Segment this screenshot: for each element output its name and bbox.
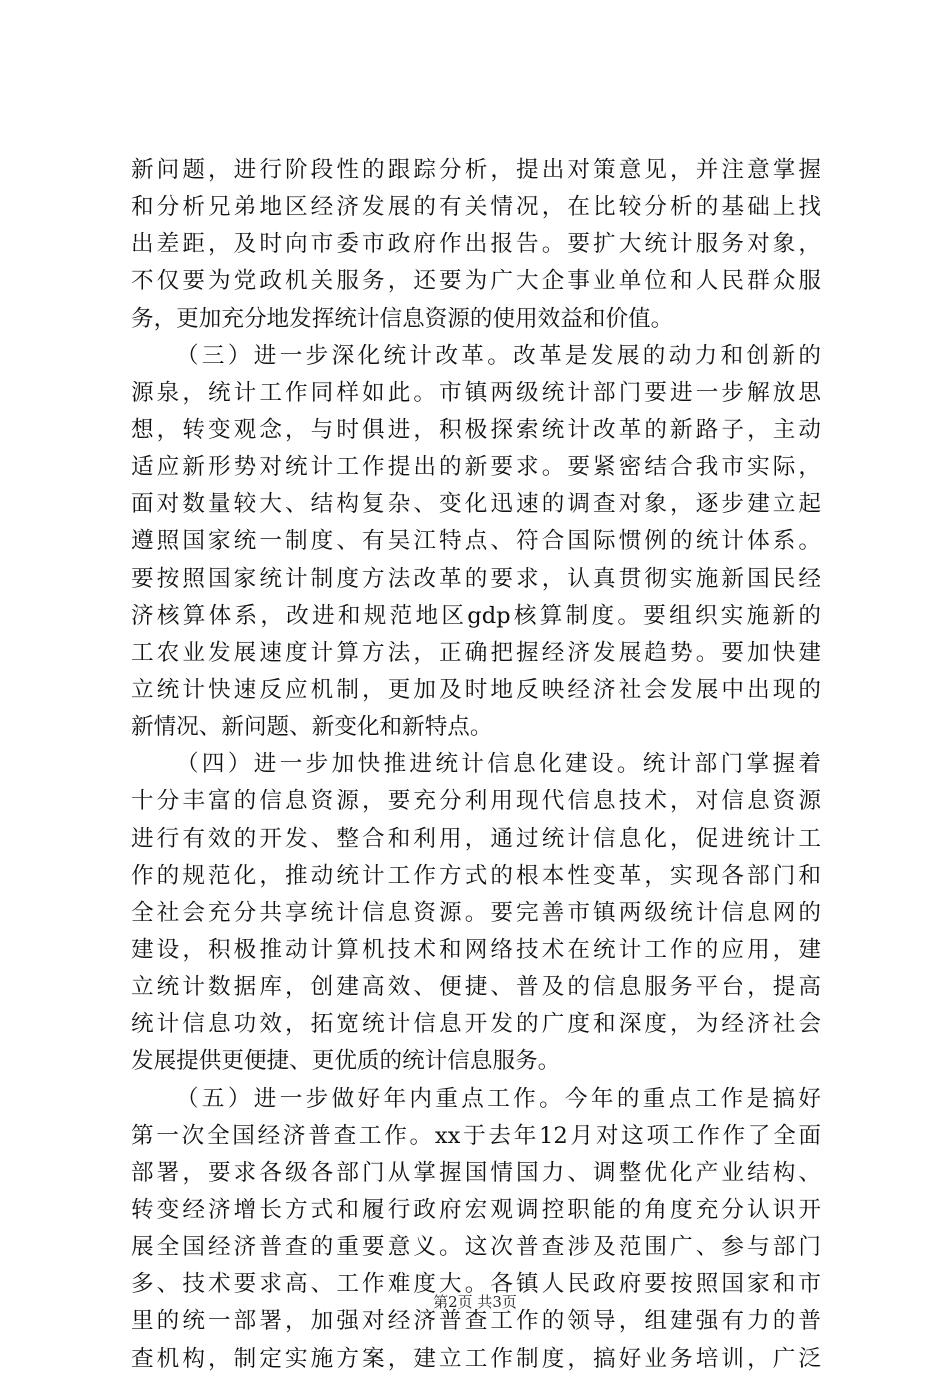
text-line: 第一次全国经济普查工作。xx于去年12月对这项工作作了全面 [131,1122,821,1149]
text-line: 要按照国家统计制度方法改革的要求，认真贯彻实施新国民经 [131,565,821,592]
text-line: 不仅要为党政机关服务，还要为广大企事业单位和人民群众服 [131,268,821,295]
text-line: 新问题，进行阶段性的跟踪分析，提出对策意见，并注意掌握 [131,157,821,183]
text-line: 进行有效的开发、整合和利用，通过统计信息化，促进统计工 [131,825,821,852]
text-line: 统计信息功效，拓宽统计信息开发的广度和深度，为经济社会 [131,1011,821,1038]
text-line: 部署，要求各级各部门从掌握国情国力、调整优化产业结构、 [131,1159,821,1186]
text-line: 想，转变观念，与时俱进，积极探索统计改革的新路子，主动 [131,416,821,443]
text-line: 适应新形势对统计工作提出的新要求。要紧密结合我市实际， [131,454,821,481]
paragraph-start-line: （四）进一步加快推进统计信息化建设。统计部门掌握着 [176,751,821,778]
text-line: 里的统一部署，加强对经济普查工作的领导，组建强有力的普 [131,1308,821,1335]
text-line: 和分析兄弟地区经济发展的有关情况，在比较分析的基础上找 [131,194,821,221]
text-line: 展全国经济普查的重要意义。这次普查涉及范围广、参与部门 [131,1234,821,1261]
text-line: 面对数量较大、结构复杂、变化迅速的调查对象，逐步建立起 [131,491,821,518]
text-line: 发展提供更便捷、更优质的统计信息服务。 [131,1048,561,1075]
text-line: 立统计快速反应机制，更加及时地反映经济社会发展中出现的 [131,676,821,703]
page-footer [0,1292,950,1312]
text-line: 查机构，制定实施方案，建立工作制度，搞好业务培训，广泛 [131,1345,821,1372]
text-line: 转变经济增长方式和履行政府宏观调控职能的角度充分认识开 [131,1196,821,1223]
body-text [131,152,821,1378]
paragraph-start-line: （五）进一步做好年内重点工作。今年的重点工作是搞好 [176,1085,821,1112]
text-line: 出差距，及时向市委市政府作出报告。要扩大统计服务对象， [131,231,821,258]
text-line: 十分丰富的信息资源，要充分利用现代信息技术，对信息资源 [131,788,821,815]
text-line: 源泉，统计工作同样如此。市镇两级统计部门要进一步解放思 [131,379,821,406]
paragraph-start-line: （三）进一步深化统计改革。改革是发展的动力和创新的 [176,342,821,369]
text-line: 济核算体系，改进和规范地区gdp核算制度。要组织实施新的 [131,602,821,629]
page-number: 第2页 共3页 [433,1293,517,1311]
text-line: 作的规范化，推动统计工作方式的根本性变革，实现各部门和 [131,862,821,889]
text-line: 务，更加充分地发挥统计信息资源的使用效益和价值。 [131,305,674,332]
text-line: 新情况、新问题、新变化和新特点。 [131,714,493,741]
text-line: 建设，积极推动计算机技术和网络技术在统计工作的应用，建 [131,936,821,963]
text-line: 工农业发展速度计算方法，正确把握经济发展趋势。要加快建 [131,639,821,666]
text-line: 遵照国家统一制度、有吴江特点、符合国际惯例的统计体系。 [131,528,821,555]
text-line: 立统计数据库，创建高效、便捷、普及的信息服务平台，提高 [131,974,821,1001]
text-line: 多、技术要求高、工作难度大。各镇人民政府要按照国家和市 [131,1271,821,1298]
text-line: 全社会充分共享统计信息资源。要完善市镇两级统计信息网的 [131,899,821,926]
